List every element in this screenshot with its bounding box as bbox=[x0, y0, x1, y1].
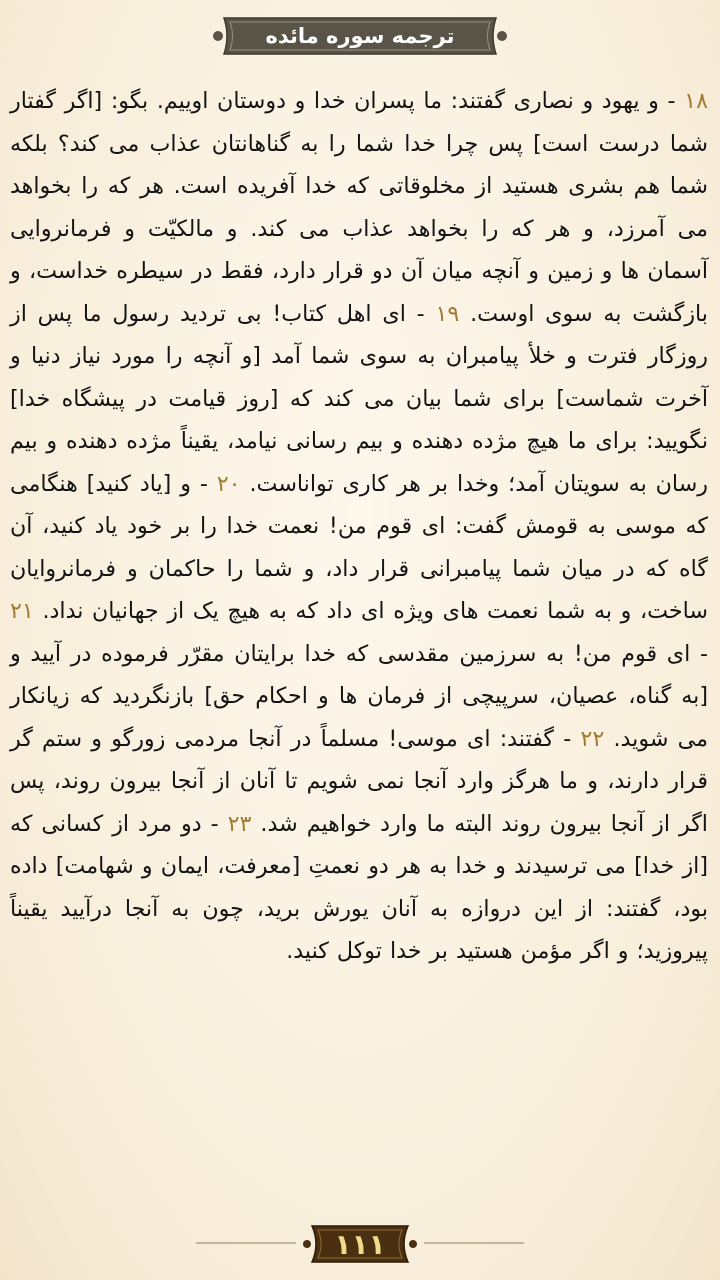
verse-number: ۲۰ bbox=[216, 470, 241, 497]
page-number-badge bbox=[302, 1222, 418, 1266]
verse-text: - دو مرد از کسانی که [از خدا] می ترسیدند و خدا به هر دو نعمتِ [معرفت، ایمان و شهامت] داده بود، گفتند: از این دروازه به آنان یورش برید، چون به آنجا درآیید یقیناً پیروزید؛ و اگر مؤمن هستید بر خدا توکل کنید. bbox=[10, 810, 708, 964]
verse-text: - و [یاد کنید] هنگامی که موسی به قومش گفت: ای قوم من! نعمت خدا را بر خود یاد کنید، آن گاه که در میان شما پیامبرانی قرار داد، و شما را حاکمان و فرمانروایان ساخت، و به شما نعمت های ویژه ای داد که به هیچ یک از جهانیان نداد. bbox=[10, 470, 708, 624]
verse-text: - ای اهل کتاب! بی تردید رسول ما پس از روزگار فترت و خلأ پیامبران به سوی شما آمد [و آنچه را مورد نیاز دنیا و آخرت شماست] برای شما بیان می کند که [روز قیامت در پیشگاه خدا] نگویید: برای ما هیچ مژده دهنده و بیم رسانی نیامد، یقیناً مژده دهنده و بیم رسان به سویتان آمد؛ وخدا بر هر کاری تواناست. bbox=[10, 300, 709, 497]
translation-text bbox=[10, 80, 708, 973]
verse-number: ۲۳ bbox=[227, 810, 252, 837]
verse-text: - گفتند: ای موسی! مسلماً در آنجا مردمی زورگو و ستم گر قرار دارند، و ما هرگز وارد آنجا نمی شویم تا آنان از آنجا بیرون روند، پس اگر از آنجا بیرون روند البته ما وارد خواهیم شد. bbox=[10, 725, 708, 837]
verse-text: - ای قوم من! به سرزمین مقدسی که خدا برایتان مقرّر فرموده در آیید و [به گناه، عصیان، سرپیچی از فرمان ها و احکام حق] بازنگردید که زیانکار می شوید. bbox=[10, 640, 708, 752]
page-footer bbox=[0, 1220, 720, 1270]
verse-number: ۱۹ bbox=[435, 300, 460, 327]
footer-divider bbox=[196, 1242, 296, 1244]
verse-number: ۲۲ bbox=[580, 725, 605, 752]
verse-number: ۲۱ bbox=[10, 598, 34, 624]
verse-number: ۱۸ bbox=[684, 88, 708, 114]
verse-text: - و یهود و نصاری گفتند: ما پسران خدا و دوستان اوییم. بگو: [اگر گفتار شما درست است] پس چرا خدا شما را به گناهانتان عذاب می کند؟ بلکه شما هم بشری هستید از مخلوقاتی که خدا آفریده است. هر که را بخواهد می آمرزد، و هر که را بخواهد عذاب می کند. و مالکیّت و فرمانروایی آسمان ها و زمین و آنچه میان آن دو قرار دارد، فقط در سیطره خداست، و بازگشت به سوی اوست. bbox=[10, 88, 708, 327]
surah-title: ترجمه سوره مائده bbox=[265, 24, 455, 48]
surah-title-banner bbox=[210, 12, 510, 60]
footer-divider bbox=[424, 1242, 524, 1244]
page-number: ۱۱۱ bbox=[334, 1227, 386, 1261]
